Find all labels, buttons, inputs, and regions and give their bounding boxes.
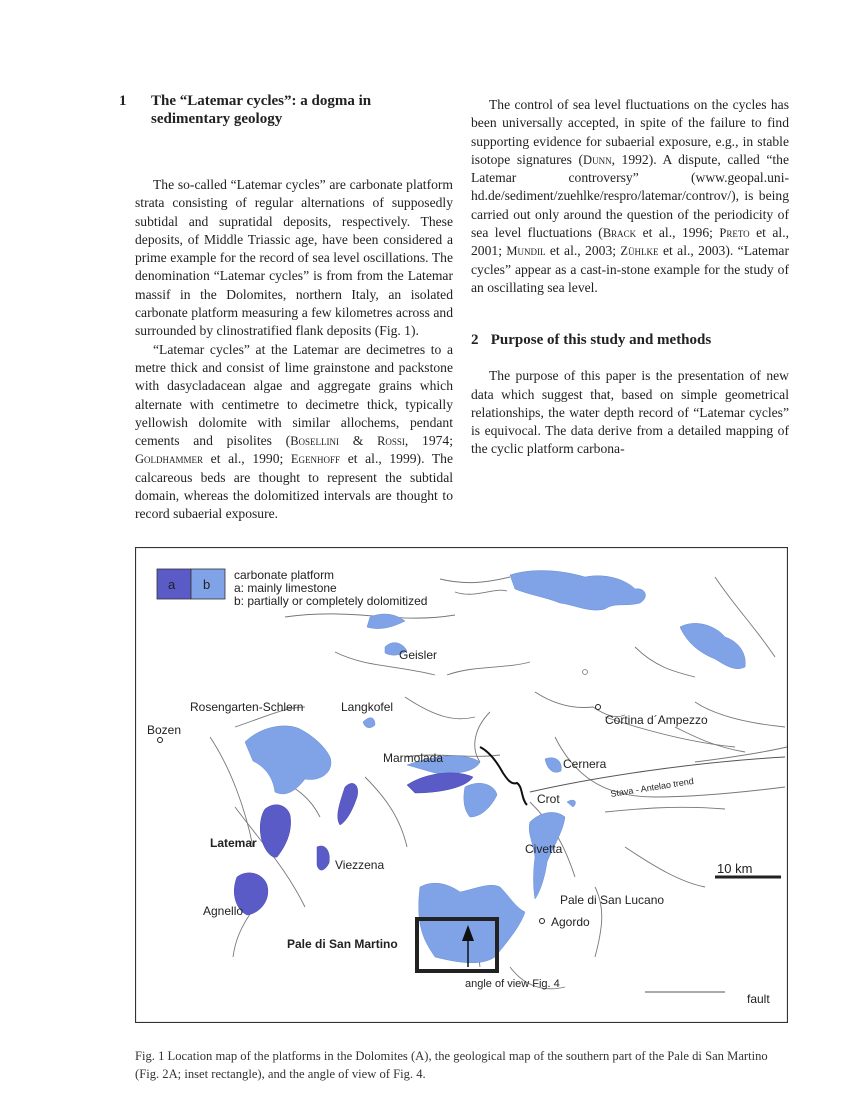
label-scale-10km: 10 km xyxy=(717,861,753,876)
label-civetta: Civetta xyxy=(525,842,563,856)
text-run: et al., 1990; xyxy=(203,451,291,467)
label-pale-di-san-martino: Pale di San Martino xyxy=(287,937,398,951)
legend-title: carbonate platform xyxy=(234,568,335,582)
text-run: , 1974; xyxy=(404,433,454,449)
section-2-paragraph-1: The purpose of this paper is the presentation of new data which suggest that, based on simple geometrical relationships, the water depth record of “Latemar cycles” is equivocal. The data derive from a detailed mapping of the cyclic platform carbona- xyxy=(471,368,789,457)
location-map-figure xyxy=(135,547,788,1023)
section-1-paragraph-2 xyxy=(135,341,453,524)
text-run: et al., 2003; xyxy=(545,243,621,259)
section-1-paragraph-1: The so-called “Latemar cycles” are carbonate platform strata consisting of regular alternations of supposedly subtidal and supratidal deposits, respectively. These deposits, of Middle Triassic age, have been considered a prime example for the record of sea level oscillations. The denomination “Latemar cycles” is from from the Latemar massif in the Dolomites, northern Italy, an isolated carbonate platform measuring a few kilometres across and surrounded by clinostratified flank deposits (Fig. 1). xyxy=(135,177,453,339)
text-run: “Latemar cycles” at the Latemar are decimetres to a metre thick and consist of lime grainstone and packstone with dasycladacean algae and aggregate grains which alternate with centimetre to decimetre thick, typically yellowish dolomite with similar allochems, pendant cements and pisolites ( xyxy=(135,341,453,449)
citation-bosellini: Bosellini xyxy=(290,434,340,449)
label-langkofel: Langkofel xyxy=(341,700,394,714)
text-run: & xyxy=(339,433,378,449)
legend-swatch-b-label: b xyxy=(203,577,211,592)
label-crot: Crot xyxy=(537,792,560,806)
label-bozen: Bozen xyxy=(147,723,182,737)
label-stava-antelao: Stava - Antelao trend xyxy=(609,775,695,799)
text-run: , 1992). A dispute, called “the Latemar controversy” (www.geopal.uni-hd.de/sediment/zuehlke/respro/latemar/controv/), is being carried out only around the question of the periodicity of sea level fluctuations ( xyxy=(471,151,789,241)
label-agordo: Agordo xyxy=(551,915,590,929)
citation-preto: Preto xyxy=(719,226,750,241)
section-1-number: 1 xyxy=(119,93,127,109)
citation-rossi: Rossi xyxy=(377,434,405,449)
citation-zuehlke: Zühlke xyxy=(620,244,659,259)
citation-dunn: Dunn xyxy=(583,152,612,167)
right-column xyxy=(471,96,789,459)
text-run: et al., 1999). The calcareous beds are thought to represent the subtidal domain, whereas the dolomitized intervals are thought to record subaerial exposure. xyxy=(135,451,453,522)
citation-brack: Brack xyxy=(602,226,637,241)
legend-line-b: b: partially or completely dolomitized xyxy=(234,594,428,608)
label-cortina: Cortina d´Ampezzo xyxy=(605,713,708,727)
figure-caption: Fig. 1 Location map of the platforms in the Dolomites (A), the geological map of the southern part of the Pale di San Martino (Fig. 2A; inset rectangle), and the angle of view of Fig. 4. xyxy=(135,1049,768,1081)
text-run: et al., 2003). “Latemar cycles” appear as a cast-in-stone example for the study of an oscillating sea level. xyxy=(471,243,789,295)
citation-goldhammer: Goldhammer xyxy=(135,452,204,467)
section-2-heading xyxy=(471,331,789,349)
section-1-title: The “Latemar cycles”: a dogma in sedimentary geology xyxy=(151,93,372,127)
text-run: et al., 1996; xyxy=(636,225,720,241)
legend-line-a: a: mainly limestone xyxy=(234,581,337,595)
label-angle-of-view: angle of view Fig. 4 xyxy=(465,978,560,990)
citation-egenhoff: Egenhoff xyxy=(290,452,341,467)
text-run: et al., 2001; xyxy=(471,225,789,259)
label-viezzena: Viezzena xyxy=(335,858,385,872)
label-geisler: Geisler xyxy=(399,648,438,662)
label-pale-di-san-lucano: Pale di San Lucano xyxy=(560,893,665,907)
label-cernera: Cernera xyxy=(563,757,607,771)
section-1-heading xyxy=(119,92,453,128)
label-rosengarten-schlern: Rosengarten-Schlern xyxy=(190,700,304,714)
text-run: The control of sea level fluctuations on the cycles has been universally accepted, in spite of the failure to find supporting evidence for subaerial exposure, e.g., in stable isotope signatures ( xyxy=(471,97,789,167)
label-latemar: Latemar xyxy=(210,836,257,850)
left-column xyxy=(119,92,454,524)
label-agnello: Agnello xyxy=(203,904,244,918)
citation-mundil: Mundil xyxy=(506,244,546,259)
section-1-paragraph-3 xyxy=(471,96,789,297)
section-2-number: 2 xyxy=(471,332,479,349)
section-2-title: Purpose of this study and methods xyxy=(490,332,712,349)
label-fault: fault xyxy=(747,992,770,1006)
label-marmolada: Marmolada xyxy=(383,751,444,765)
legend-swatch-a-label: a xyxy=(168,577,176,592)
